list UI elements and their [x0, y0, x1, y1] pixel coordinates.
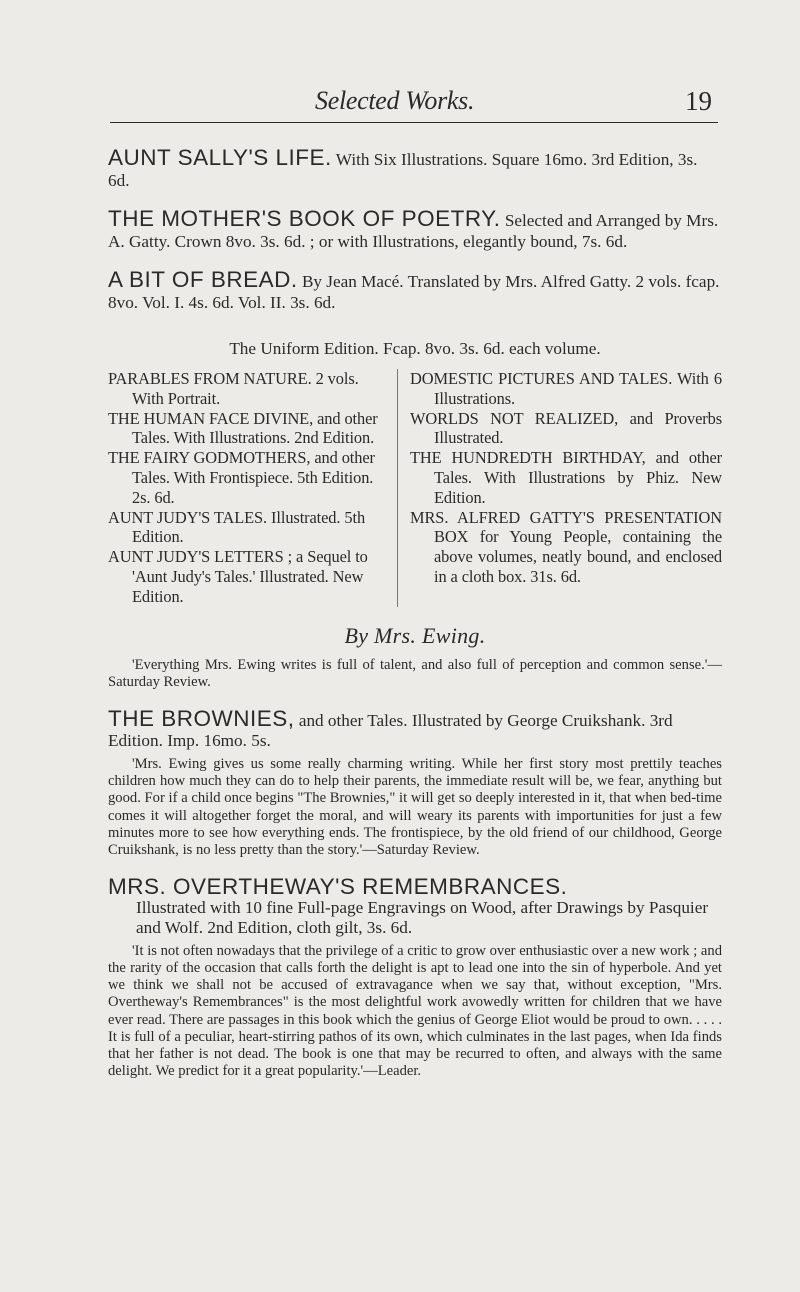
running-head: Selected Works.	[315, 86, 475, 115]
uniform-edition-note: The Uniform Edition. Fcap. 8vo. 3s. 6d. each volume.	[229, 339, 601, 358]
section-heading-ewing: By Mrs. Ewing.	[344, 622, 486, 648]
entry-text: Illustrated with 10 fine Full-page Engravings on Wood, after Drawings by Pasquier and Wolf. 2nd Edition, cloth gilt, 3s. 6d.	[136, 897, 709, 938]
page-content	[108, 145, 722, 1080]
entry-text: With Six Illustrations. Square 16mo. 3rd Edition, 3s. 6d.	[108, 150, 698, 190]
list-item: DOMESTIC PICTURES AND TALES. With 6 Illustrations.	[410, 369, 722, 408]
list-item: AUNT JUDY'S LETTERS ; a Sequel to 'Aunt Judy's Tales.' Illustrated. New Edition.	[108, 547, 368, 606]
entry-text: and other Tales. Illustrated by George Cruikshank. 3rd Edition. Imp. 16mo. 5s.	[108, 710, 673, 751]
entry-aunt-sally	[108, 145, 722, 191]
list-item: THE HUMAN FACE DIVINE, and other Tales. With Illustrations. 2nd Edition.	[108, 408, 378, 448]
list-item: AUNT JUDY'S TALES. Illustrated. 5th Edition.	[108, 507, 366, 547]
uniform-right-column	[398, 369, 722, 607]
brownies-review: 'Mrs. Ewing gives us some really charming writing. While her first story most prettily teaches children how much they can do to help their parents, the immediate result will be, we fear, anything but good. For if a child once begins "The Brownies," it will get so deeply interested in it, that when bed-time comes it will altogether forget the moral, and will weary its parents with importunities for just a few minutes more to see how everything ends. The frontispiece, by the old friend of our childhood, George Cruikshank, is no less pretty than the story.'—Saturday Review.	[108, 755, 722, 858]
entry-bit-of-bread	[108, 267, 722, 313]
list-item: THE FAIRY GODMOTHERS, and other Tales. With Frontispiece. 5th Edition. 2s. 6d.	[108, 448, 375, 507]
entry-mothers-book	[108, 206, 722, 252]
list-item: THE HUNDREDTH BIRTHDAY, and other Tales. With Illustrations by Phiz. New Edition.	[410, 448, 722, 507]
entry-brownies	[108, 705, 722, 752]
entry-title: THE MOTHER'S BOOK OF POETRY.	[108, 206, 501, 231]
page-header	[110, 82, 718, 123]
entry-title: THE BROWNIES,	[108, 705, 295, 731]
entry-title: AUNT SALLY'S LIFE.	[108, 145, 332, 170]
list-item: PARABLES FROM NATURE. 2 vols. With Portrait.	[108, 369, 359, 408]
entry-text: Selected and Arranged by Mrs. A. Gatty. Crown 8vo. 3s. 6d. ; or with Illustrations, elegantly bound, 7s. 6d.	[108, 211, 719, 251]
entry-overtheway	[108, 874, 722, 939]
page-number: 19	[685, 86, 712, 116]
list-item: WORLDS NOT REALIZED, and Proverbs Illustrated.	[410, 408, 722, 448]
entry-title: A BIT OF BREAD.	[108, 267, 298, 292]
list-item: MRS. ALFRED GATTY'S PRESENTATION BOX for Young People, containing the above volumes, neatly bound, and enclosed in a cloth box. 31s. 6d.	[410, 507, 722, 586]
entry-title: MRS. OVERTHEWAY'S REMEMBRANCES.	[108, 874, 568, 900]
entry-text: By Jean Macé. Translated by Mrs. Alfred Gatty. 2 vols. fcap. 8vo. Vol. I. 4s. 6d. Vol. II. 3s. 6d.	[108, 272, 720, 312]
uniform-edition-list	[108, 369, 722, 607]
overtheway-review: 'It is not often nowadays that the privilege of a critic to grow over enthusiastic over a new work ; and the rarity of the occasion that calls forth the delight is apt to lead one into the sin of hyperbole. And yet we think we shall not be accused of extravagance when we say that, without exception, "Mrs. Overtheway's Remembrances" is the most delightful work avowedly written for children that we have ever read. There are passages in this book which the genius of George Eliot would be proud to own. . . . . It is full of a peculiar, heart-stirring pathos of its own, which culminates in the last pages, when Ida finds that her father is not dead. The book is one that may be recurred to often, and always with the same delight. We predict for it a great popularity.'—Leader.	[108, 942, 722, 1080]
ewing-intro-quote: 'Everything Mrs. Ewing writes is full of talent, and also full of perception and common sense.'—Saturday Review.	[108, 656, 722, 690]
uniform-left-column	[108, 369, 398, 607]
